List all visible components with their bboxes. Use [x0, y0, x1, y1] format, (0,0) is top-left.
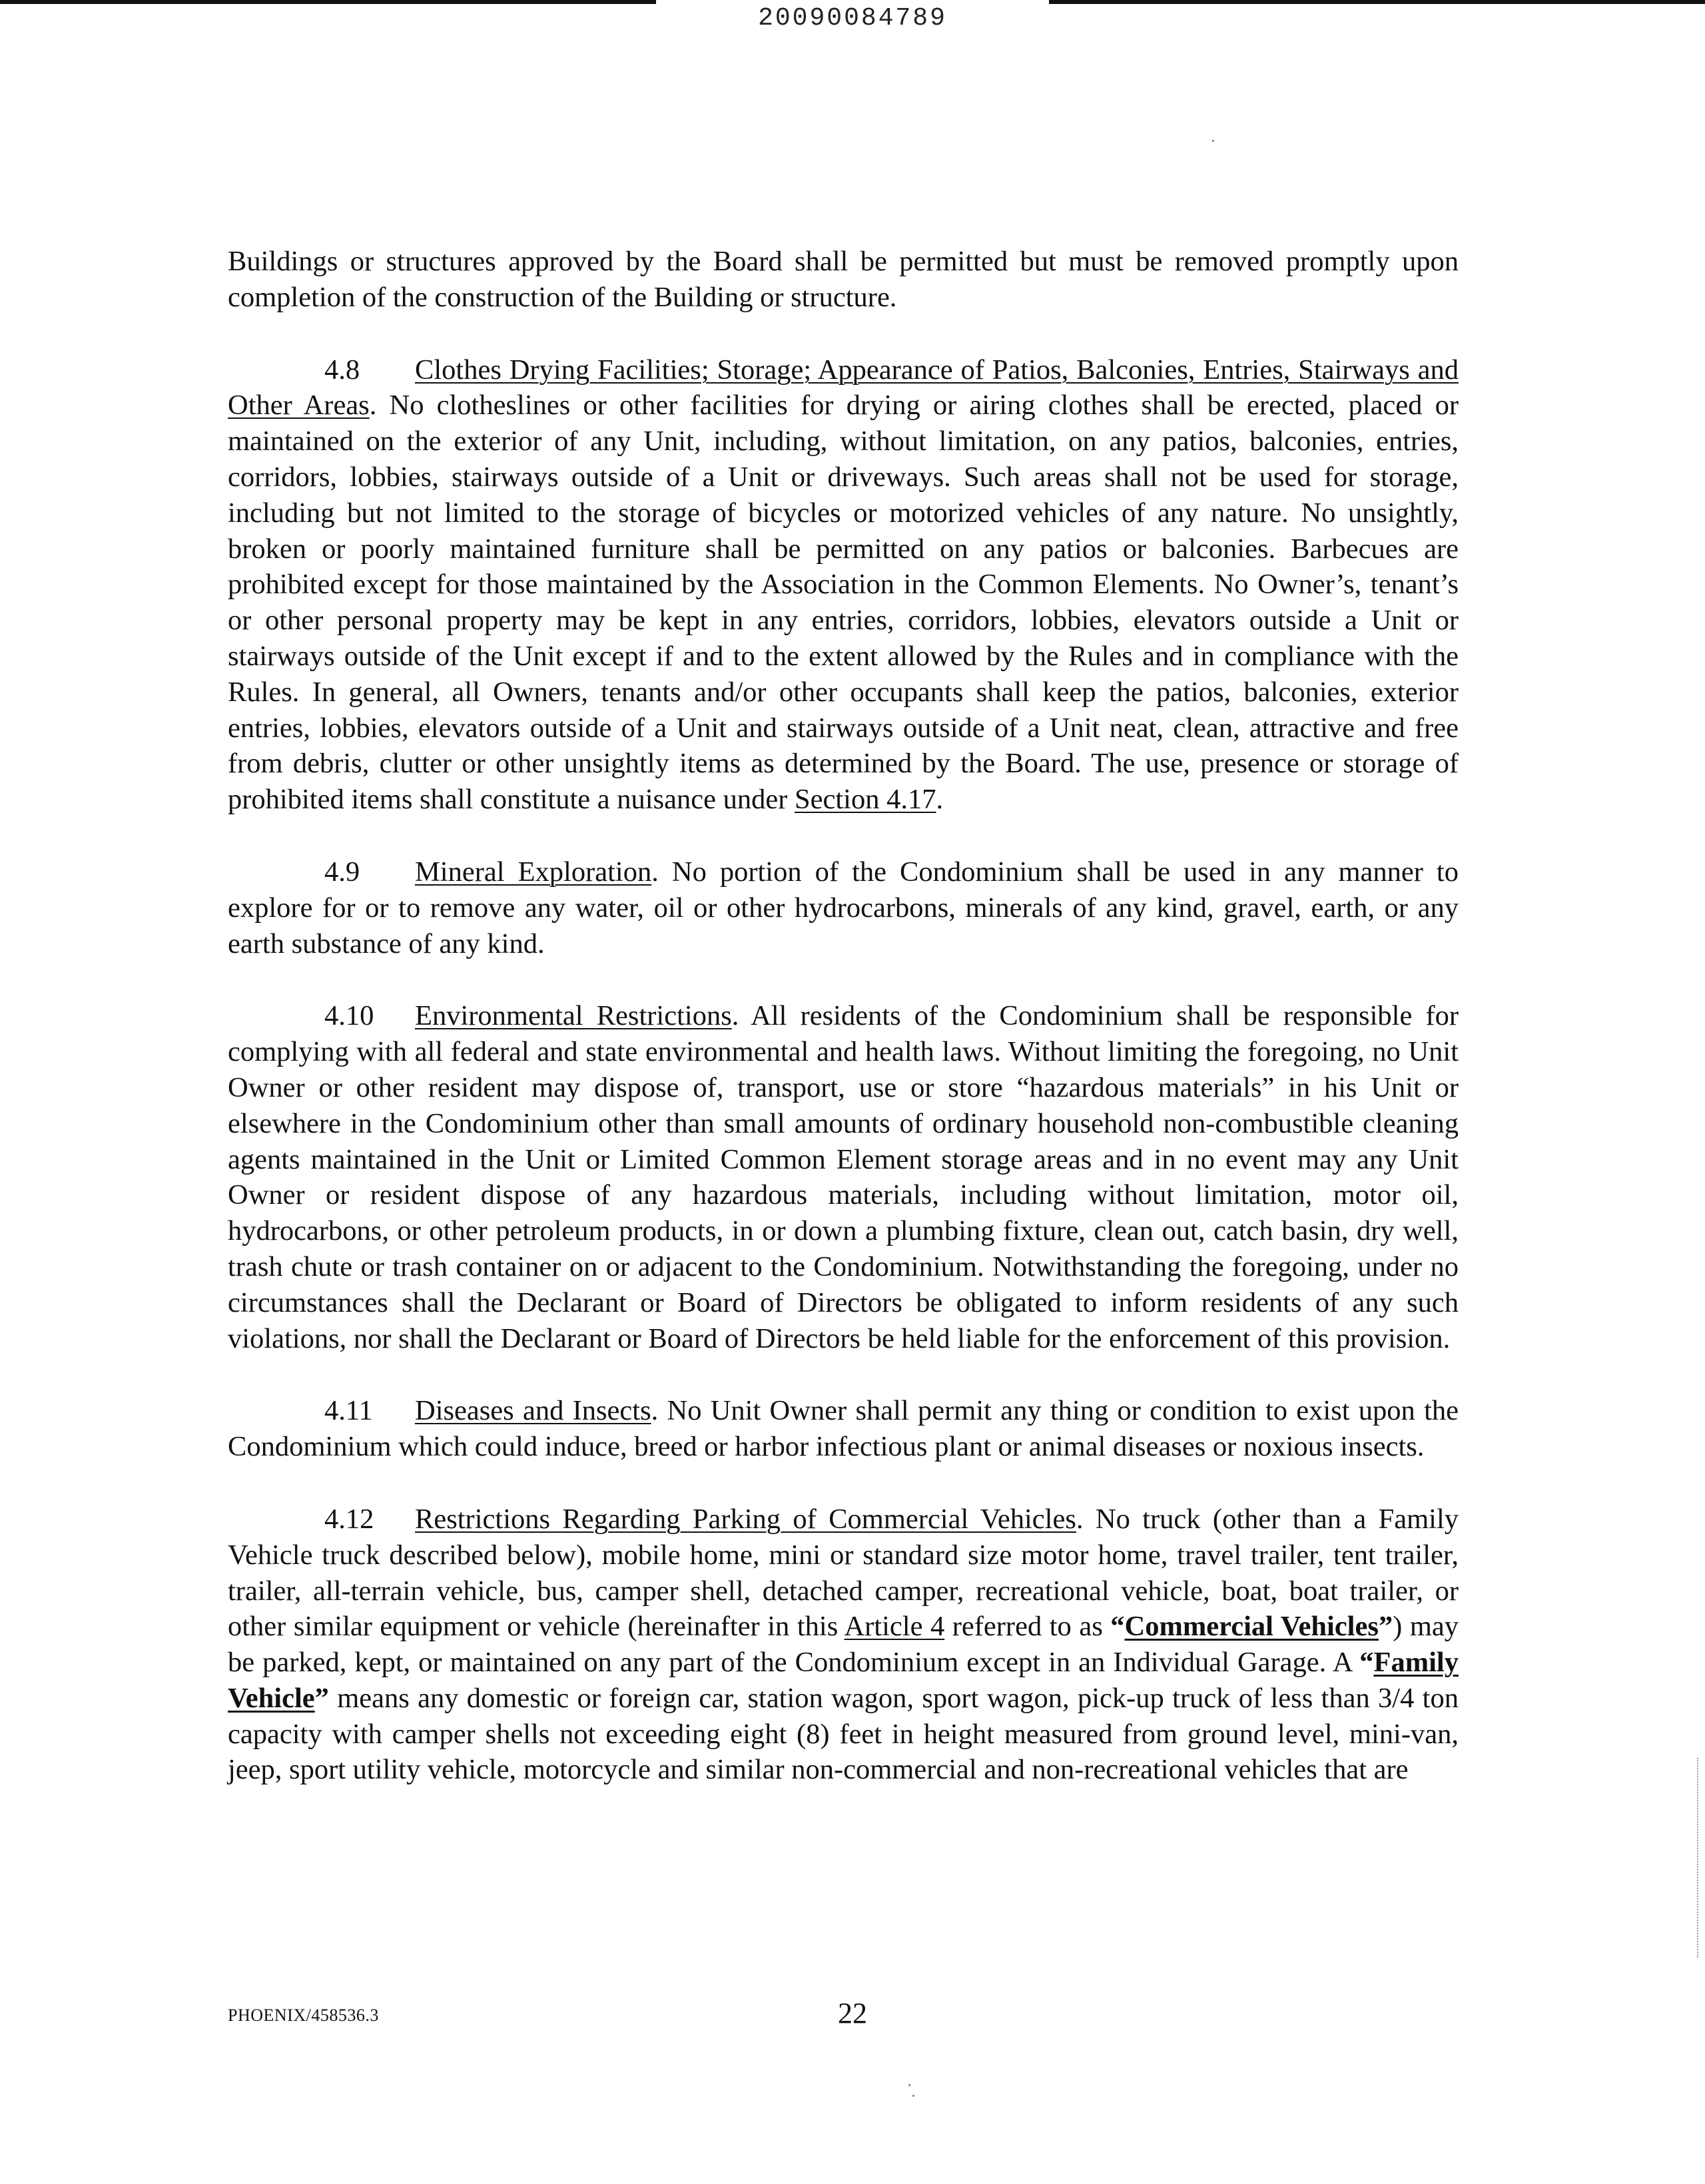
section-number: 4.10 — [324, 1000, 374, 1032]
section-text: . No portion of the Condominium shall be used in any manner to explore for or to remove any water, oil or other hydrocarbons, minerals of any kind, gravel, earth, or any earth substance of any kind. — [228, 856, 1459, 959]
section-text-2: referred to as — [944, 1611, 1111, 1643]
scan-speck — [1212, 140, 1214, 142]
section-heading: Diseases and Insects — [415, 1395, 651, 1427]
section-text-end: . — [936, 784, 944, 816]
footer-page-number: 22 — [838, 1997, 867, 2030]
defined-term-commercial-vehicles: Commercial Vehicles — [1124, 1611, 1379, 1643]
open-quote: “ — [1110, 1611, 1125, 1643]
section-number: 4.9 — [324, 856, 360, 888]
scan-speck — [908, 2084, 910, 2086]
paragraph-text: Buildings or structures approved by the Board shall be permitted but must be removed promptly upon completion of the construction of the Building or structure. — [228, 246, 1459, 313]
footer-document-id: PHOENIX/458536.3 — [228, 2006, 379, 2025]
section-heading: Clothes Drying Facilities; Storage; Appearance of Patios, Balconies, Entries, Stairways and Other Areas — [228, 354, 1459, 421]
section-text: . All residents of the Condominium shall be responsible for complying with all federal and state environmental and health laws. Without limiting the foregoing, no Unit Owner or other resident may dispose of, transport, use or store “hazardous materials” in his Unit or elsewhere in the Condominium other than small amounts of ordinary household non-combustible cleaning agents maintained in the Unit or Limited Common Element storage areas and in no event may any Unit Owner or resident dispose of any hazardous materials, including without limitation, motor oil, hydrocarbons, or other petroleum products, in or down a plumbing fixture, clean out, catch basin, dry well, trash chute or trash container on or adjacent to the Condominium. Notwithstanding the foregoing, under no circumstances shall the Declarant or Board of Directors be obligated to inform residents of any such violations, nor shall the Declarant or Board of Directors be held liable for the enforcement of this provision. — [228, 1000, 1459, 1354]
section-4-12 — [228, 1502, 1459, 1788]
section-text: . No truck (other than a Family Vehicle truck described below), mobile home, mini or standard size motor home, travel trailer, tent trailer, trailer, all-terrain vehicle, bus, camper shell, detached camper, recreational vehicle, boat, boat trailer, or other similar equipment or vehicle (hereinafter in this — [228, 1503, 1459, 1643]
document-body — [228, 244, 1459, 1824]
section-reference: Section 4.17 — [794, 784, 936, 816]
section-text-4: means any domestic or foreign car, station wagon, sport wagon, pick-up truck of less than 3/4 ton capacity with camper shells not exceeding eight (8) feet in height measured from ground level, mini-van, jeep, sport utility vehicle, motorcycle and similar non-commercial and non-recreational vehicles that are — [228, 1682, 1459, 1786]
scan-edge-artifact — [1697, 1758, 1700, 1958]
close-quote: ” — [314, 1682, 329, 1714]
defined-term-family-vehicle: Family Vehicle — [228, 1647, 1459, 1714]
scan-speck — [912, 2095, 914, 2097]
close-quote: ” — [1378, 1611, 1393, 1643]
section-text: . No clotheslines or other facilities for drying or airing clothes shall be erected, placed or maintained on the exterior of any Unit, including, without limitation, on any patios, balconies, entries, corridors, lobbies, stairways outside of a Unit or driveways. Such areas shall not be used for storage, including but not limited to the storage of bicycles or motorized vehicles of any nature. No unsightly, broken or poorly maintained furniture shall be permitted on any patios or balconies. Barbecues are prohibited except for those maintained by the Association in the Common Elements. No Owner’s, tenant’s or other personal property may be kept in any entries, corridors, lobbies, elevators outside a Unit or stairways outside of the Unit except if and to the extent allowed by the Rules and in compliance with the Rules. In general, all Owners, tenants and/or other occupants shall keep the patios, balconies, exterior entries, lobbies, elevators outside of a Unit and stairways outside of a Unit neat, clean, attractive and free from debris, clutter or other unsightly items as determined by the Board. The use, presence or storage of prohibited items shall constitute a nuisance under — [228, 390, 1459, 816]
section-heading: Environmental Restrictions — [415, 1000, 732, 1032]
section-number: 4.8 — [324, 354, 360, 386]
section-text-3: ) may be parked, kept, or maintained on any part of the Condominium except in an Individual Garage. A — [228, 1611, 1459, 1679]
article-reference: Article 4 — [844, 1611, 945, 1643]
section-number: 4.11 — [324, 1395, 373, 1427]
section-4-10 — [228, 998, 1459, 1356]
section-4-9 — [228, 854, 1459, 961]
document-number: 20090084789 — [758, 4, 947, 33]
open-quote: “ — [1359, 1647, 1374, 1679]
section-4-8 — [228, 352, 1459, 818]
section-heading: Restrictions Regarding Parking of Commercial Vehicles — [415, 1503, 1076, 1535]
section-text: . No Unit Owner shall permit any thing or condition to exist upon the Condominium which could induce, breed or harbor infectious plant or animal diseases or noxious insects. — [228, 1395, 1459, 1463]
paragraph-continuation — [228, 244, 1459, 316]
section-heading: Mineral Exploration — [415, 856, 652, 888]
section-number: 4.12 — [324, 1503, 374, 1535]
section-4-11 — [228, 1393, 1459, 1465]
